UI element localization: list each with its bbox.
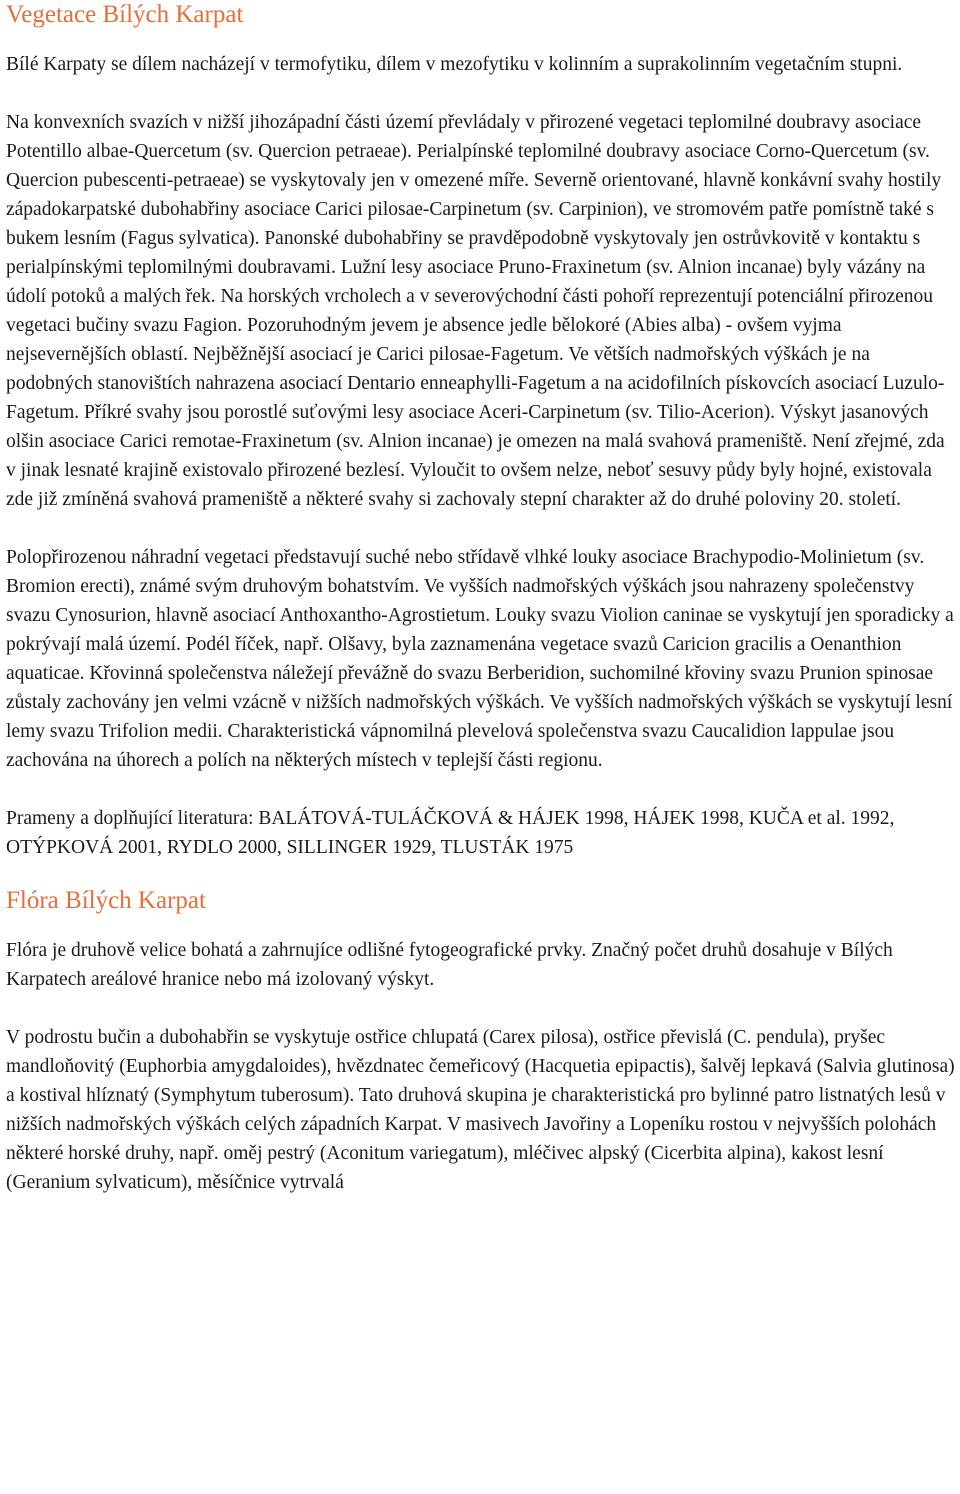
- section-title-flora: Flóra Bílých Karpat: [6, 887, 206, 914]
- paragraph-vegetace-meadows: Polopřirozenou náhradní vegetaci představují suché nebo střídavě vlhké louky asociace Brachypodio-Molinietum (sv. Bromion erecti), známé svým druhovým bohatstvím. Ve vyšších nadmořských výškách jsou nahrazeny společenstvy svazu Cynosurion, hlavně asociací Anthoxantho-Agrostietum. Louky svazu Violion caninae se vyskytují jen sporadicky a pokrývají malá území. Podél říček, např. Olšavy, byla zaznamenána vegetace svazů Caricion gracilis a Oenanthion aquaticae. Křovinná společenstva náležejí převážně do svazu Berberidion, suchomilné křoviny svazu Prunion spinosae zůstaly zachovány jen velmi vzácně v nižších nadmořských výškách. Ve vyšších nadmořských výškách se vyskytují lesní lemy svazu Trifolion medii. Charakteristická vápnomilná plevelová společenstva svazu Caucalidion lappulae jsou zachována na úhorech a polích na některých místech v teplejší části regionu.: [6, 547, 954, 771]
- article: [6, 0, 958, 1197]
- paragraph-vegetace-intro: Bílé Karpaty se dílem nacházejí v termofytiku, dílem v mezofytiku v kolinním a suprakolinním vegetačním stupni.: [6, 54, 903, 75]
- paragraph-flora-intro: Flóra je druhově velice bohatá a zahrnujíce odlišné fytogeografické prvky. Značný počet druhů dosahuje v Bílých Karpatech areálové hranice nebo má izolovaný výskyt.: [6, 940, 893, 990]
- paragraph-vegetace-forests: Na konvexních svazích v nižší jihozápadní části území převládaly v přirozené vegetaci teplomilné doubravy asociace Potentillo albae-Quercetum (sv. Quercion petraeae). Perialpínské teplomilné doubravy asociace Corno-Quercetum (sv. Quercion pubescenti-petraeae) se vyskytovaly jen v omezené míře. Severně orientované, hlavně konkávní svahy hostily západokarpatské dubohabřiny asociace Carici pilosae-Carpinetum (sv. Carpinion), ve stromovém patře pomístně také s bukem lesním (Fagus sylvatica). Panonské dubohabřiny se pravděpodobně vyskytovaly jen ostrůvkovitě v kontaktu s perialpínskými teplomilnými doubravami. Lužní lesy asociace Pruno-Fraxinetum (sv. Alnion incanae) byly vázány na údolí potoků a malých řek. Na horských vrcholech a v severovýchodní části pohoří reprezentují potenciální přirozenou vegetaci bučiny svazu Fagion. Pozoruhodným jevem je absence jedle bělokoré (Abies alba) - ovšem vyjma nejsevernějších oblastí. Nejběžnější asociací je Carici pilosae-Fagetum. Ve větších nadmořských výškách je na podobných stanovištích nahrazena asociací Dentario enneaphylli-Fagetum a na acidofilních pískovcích asociací Luzulo-Fagetum. Příkré svahy jsou porostlé suťovými lesy asociace Aceri-Carpinetum (sv. Tilio-Acerion). Výskyt jasanových olšin asociace Carici remotae-Fraxinetum (sv. Alnion incanae) je omezen na malá svahová prameniště. Není zřejmé, zda v jinak lesnaté krajině existovalo přirozené bezlesí. Vyloučit to ovšem nelze, neboť sesuvy půdy byly hojné, existovala zde již zmíněná svahová prameniště a některé svahy si zachovaly stepní charakter až do druhé poloviny 20. století.: [6, 112, 945, 510]
- paragraph-vegetace-sources: Prameny a doplňující literatura: BALÁTOVÁ-TULÁČKOVÁ & HÁJEK 1998, HÁJEK 1998, KUČA et al. 1992, OTÝPKOVÁ 2001, RYDLO 2000, SILLINGER 1929, TLUSTÁK 1975: [6, 808, 895, 858]
- section-title-vegetace: Vegetace Bílých Karpat: [6, 1, 244, 28]
- paragraph-flora-understory: V podrostu bučin a dubohabřin se vyskytuje ostřice chlupatá (Carex pilosa), ostřice převislá (C. pendula), pryšec mandloňovitý (Euphorbia amygdaloides), hvězdnatec čemeřicový (Hacquetia epipactis), šalvěj lepkavá (Salvia glutinosa) a kostival hlíznatý (Symphytum tuberosum). Tato druhová skupina je charakteristická pro bylinné patro listnatých lesů v nižších nadmořských výškách celých západních Karpat. V masivech Javořiny a Lopeníku rostou v nejvyšších polohách některé horské druhy, např. oměj pestrý (Aconitum variegatum), mléčivec alpský (Cicerbita alpina), kakost lesní (Geranium sylvaticum), měsíčnice vytrvalá: [6, 1027, 955, 1193]
